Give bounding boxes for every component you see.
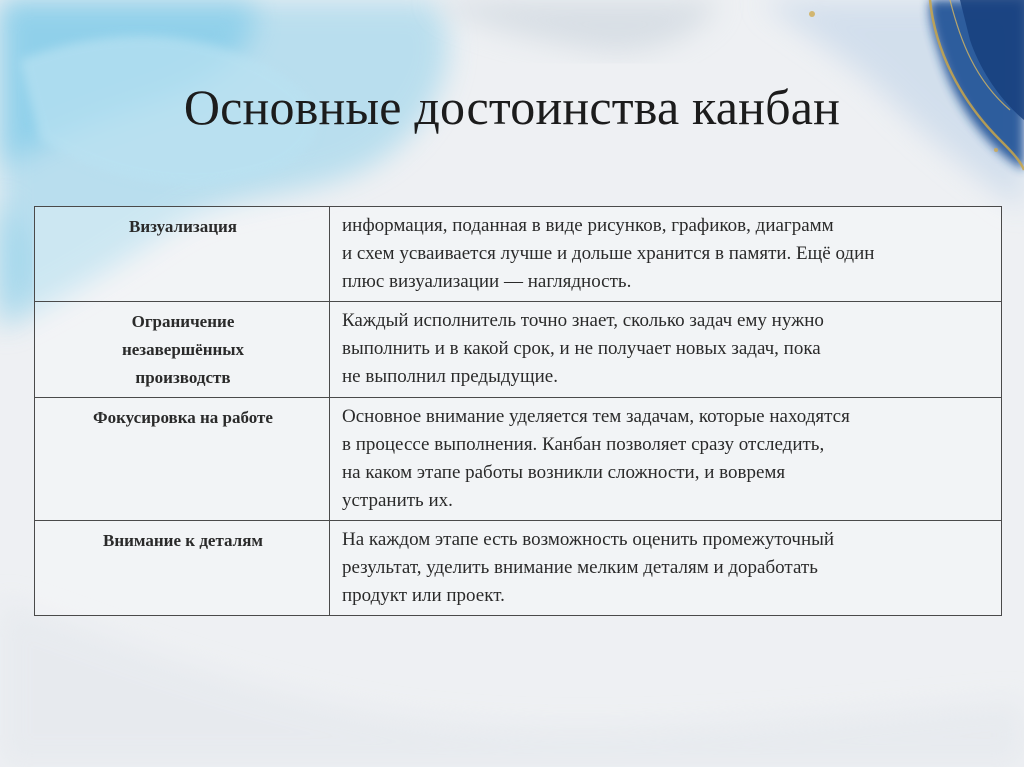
row-label: Внимание к деталям [35,521,330,616]
row-description: Основное внимание уделяется тем задачам, которые находятся в процессе выполнения. Канбан позволяет сразу отследить, на каком этапе работы возникли сложности, и вовремя устранить их. [330,398,1002,521]
row-description: информация, поданная в виде рисунков, графиков, диаграмм и схем усваивается лучше и дольше хранится в памяти. Ещё один плюс визуализации — наглядность. [330,207,1002,302]
table-row [35,302,1002,398]
table-row [35,521,1002,616]
slide-title: Основные достоинства канбан [183,79,841,135]
row-description: На каждом этапе есть возможность оценить промежуточный результат, уделить внимание мелким деталям и доработать продукт или проект. [330,521,1002,616]
table-row [35,398,1002,521]
row-label: Визуализация [35,207,330,302]
advantages-table [34,206,1002,616]
row-label: Фокусировка на работе [35,398,330,521]
table-row [35,207,1002,302]
row-description: Каждый исполнитель точно знает, сколько задач ему нужно выполнить и в какой срок, и не получает новых задач, пока не выполнил предыдущие. [330,302,1002,398]
row-label: Ограничение незавершённых производств [35,302,330,398]
